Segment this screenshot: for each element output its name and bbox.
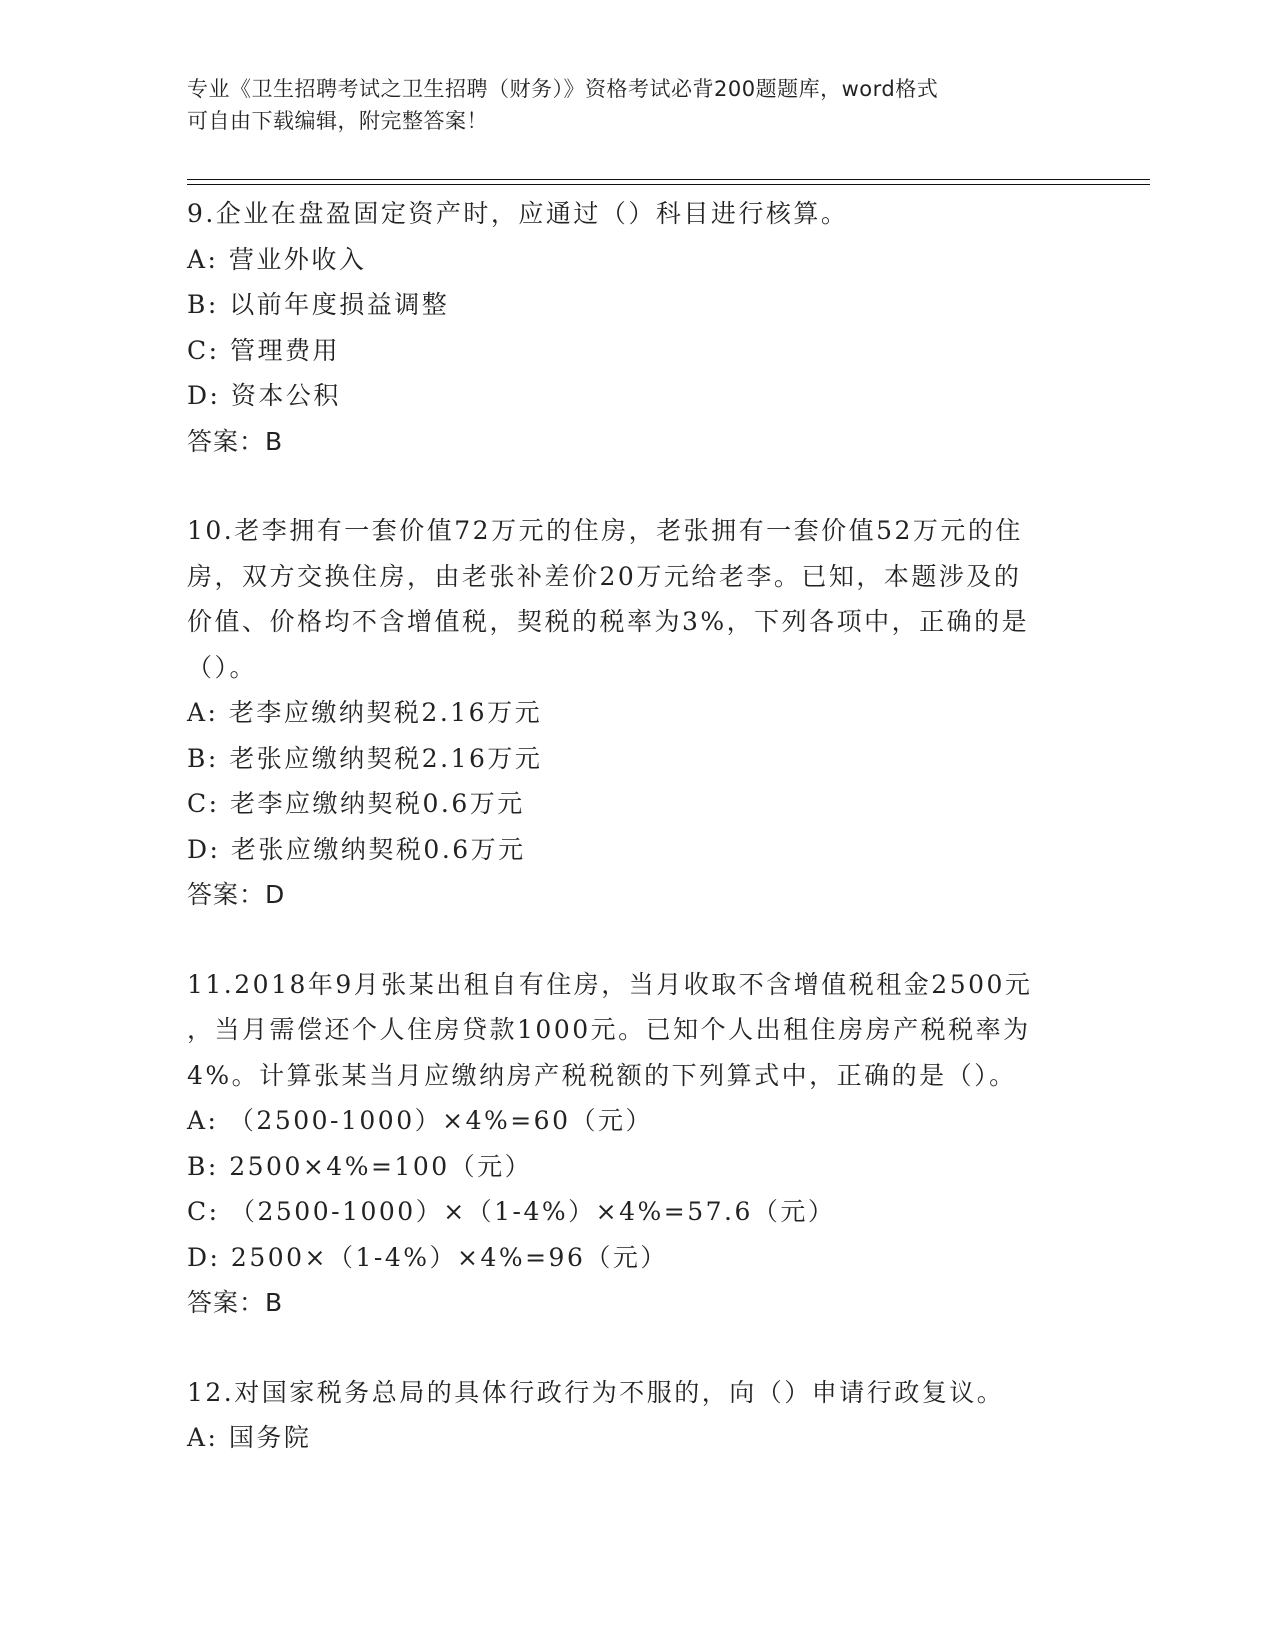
option-c: C: 老李应缴纳契税0.6万元 <box>187 789 525 818</box>
option-a: A: 老李应缴纳契税2.16万元 <box>187 698 543 727</box>
question-gap <box>187 464 1087 508</box>
question-text: 房，双方交换住房，由老张补差价20万元给老李。已知，本题涉及的 <box>187 561 1022 591</box>
question-10 <box>187 508 1087 918</box>
option-b: B: 老张应缴纳契税2.16万元 <box>187 743 543 773</box>
option-c: C: （2500-1000）×（1-4%）×4%=57.6（元） <box>187 1197 836 1226</box>
question-list <box>187 191 1087 1461</box>
option-d: D: 2500×（1-4%）×4%=96（元） <box>187 1242 668 1272</box>
header-divider-bottom <box>187 184 1150 185</box>
document-header <box>187 73 1067 137</box>
question-text: 9.企业在盘盈固定资产时，应通过（）科目进行核算。 <box>187 199 849 228</box>
question-text: 4%。计算张某当月应缴纳房产税税额的下列算式中，正确的是（）。 <box>187 1060 1017 1090</box>
option-a: A: 营业外收入 <box>187 244 367 274</box>
question-gap <box>187 918 1087 962</box>
header-line-1: 专业《卫生招聘考试之卫生招聘（财务）》资格考试必背200题题库，word格式 <box>187 77 939 101</box>
option-a: A: （2500-1000）×4%=60（元） <box>187 1106 653 1135</box>
question-text: 11.2018年9月张某出租自有住房，当月收取不含增值税租金2500元 <box>187 969 1033 999</box>
question-12 <box>187 1370 1087 1461</box>
option-c: C: 管理费用 <box>187 335 340 365</box>
header-divider-top <box>187 179 1150 180</box>
question-text: （）。 <box>187 652 258 682</box>
question-gap <box>187 1326 1087 1370</box>
option-d: D: 资本公积 <box>187 381 341 410</box>
answer-label: 答案：B <box>187 1288 284 1317</box>
question-11 <box>187 962 1087 1326</box>
option-b: B: 以前年度损益调整 <box>187 290 450 319</box>
question-text: 价值、价格均不含增值税，契税的税率为3%，下列各项中，正确的是 <box>187 607 1030 636</box>
answer-label: 答案：D <box>187 880 286 909</box>
option-b: B: 2500×4%=100（元） <box>187 1151 533 1181</box>
option-d: D: 老张应缴纳契税0.6万元 <box>187 834 526 864</box>
option-a: A: 国务院 <box>187 1423 312 1452</box>
question-9 <box>187 191 1087 464</box>
answer-label: 答案：B <box>187 426 284 456</box>
header-line-2: 可自由下载编辑，附完整答案！ <box>187 109 488 133</box>
question-text: ，当月需偿还个人住房贷款1000元。已知个人出租住房房产税税率为 <box>187 1015 1031 1044</box>
question-text: 12.对国家税务总局的具体行政行为不服的，向（）申请行政复议。 <box>187 1377 1005 1407</box>
question-text: 10.老李拥有一套价值72万元的住房，老张拥有一套价值52万元的住 <box>187 516 1023 545</box>
